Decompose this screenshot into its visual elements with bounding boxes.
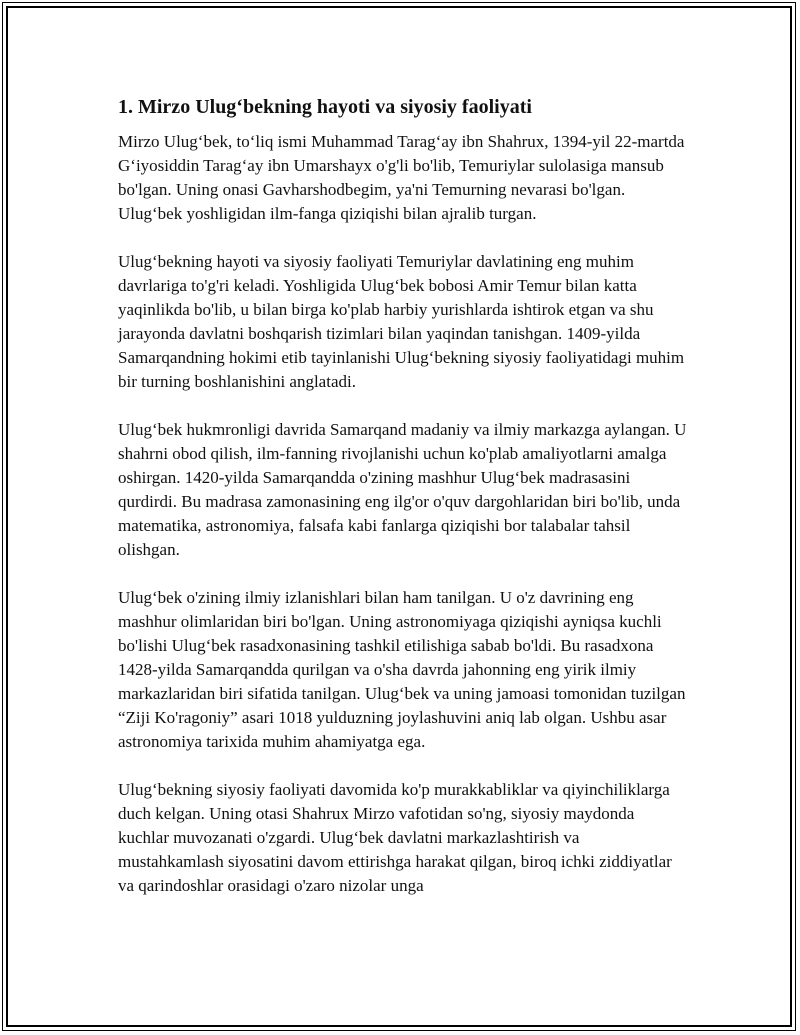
paragraph-5: Ulug‘bekning siyosiy faoliyati davomida ko'p murakkabliklar va qiyinchiliklarga duch kelgan. Uning otasi Shahrux Mirzo vafotidan so'ng, siyosiy maydonda kuchlar muvozanati o'zgardi. Ulug‘bek davlatni markazlashtirish va mustahkamlash siyosatini davom ettirishga harakat qilgan, biroq ichki ziddiyatlar va qarindoshlar orasidagi o'zaro nizolar unga <box>118 780 672 895</box>
section-heading: 1. Mirzo Ulug‘bekning hayoti va siyosiy faoliyati <box>118 96 532 118</box>
paragraph-4: Ulug‘bek o'zining ilmiy izlanishlari bilan ham tanilgan. U o'z davrining eng mashhur olimlaridan biri bo'lgan. Uning astronomiyaga qiziqishi ayniqsa kuchli bo'lishi Ulug‘bek rasadxonasining tashkil etilishiga sabab bo'ldi. Bu rasadxona 1428-yilda Samarqandda qurilgan va o'sha davrda jahonning eng yirik ilmiy markazlaridan biri sifatida tanilgan. Ulug‘bek va uning jamoasi tomonidan tuzilgan “Ziji Ko'ragoniy” asari 1018 yulduzning joylashuvini aniq lab olgan. Ushbu asar astronomiya tarixida muhim ahamiyatga ega. <box>118 588 686 751</box>
paragraph-2: Ulug‘bekning hayoti va siyosiy faoliyati Temuriylar davlatining eng muhim davrlariga to'g'ri keladi. Yoshligida Ulug‘bek bobosi Amir Temur bilan katta yaqinlikda bo'lib, u bilan birga ko'plab harbiy yurishlarda ishtirok etgan va shu jarayonda davlatni boshqarish tizimlari bilan yaqindan tanishgan. 1409-yilda Samarqandning hokimi etib tayinlanishi Ulug‘bekning siyosiy faoliyatidagi muhim bir turning boshlanishini anglatadi. <box>118 252 685 391</box>
paragraph-1: Mirzo Ulug‘bek, to‘liq ismi Muhammad Tarag‘ay ibn Shahrux, 1394-yil 22-martda G‘iyosiddin Tarag‘ay ibn Umarshayx o'g'li bo'lib, Temuriylar sulolasiga mansub bo'lgan. Uning onasi Gavharshodbegim, ya'ni Temurning nevarasi bo'lgan. Ulug‘bek yoshligidan ilm-fanga qiziqishi bilan ajralib turgan. <box>118 132 685 223</box>
document-body <box>118 94 688 922</box>
paragraph-3: Ulug‘bek hukmronligi davrida Samarqand madaniy va ilmiy markazga aylangan. U shahrni obod qilish, ilm-fanning rivojlanishi uchun ko'plab amaliyotlarni amalga oshirgan. 1420-yilda Samarqandda o'zining mashhur Ulug‘bek madrasasini qurdirdi. Bu madrasa zamonasining eng ilg'or o'quv dargohlaridan biri bo'lib, unda matematika, astronomiya, falsafa kabi fanlarga qiziqishi bor talabalar tahsil olishgan. <box>118 420 687 559</box>
